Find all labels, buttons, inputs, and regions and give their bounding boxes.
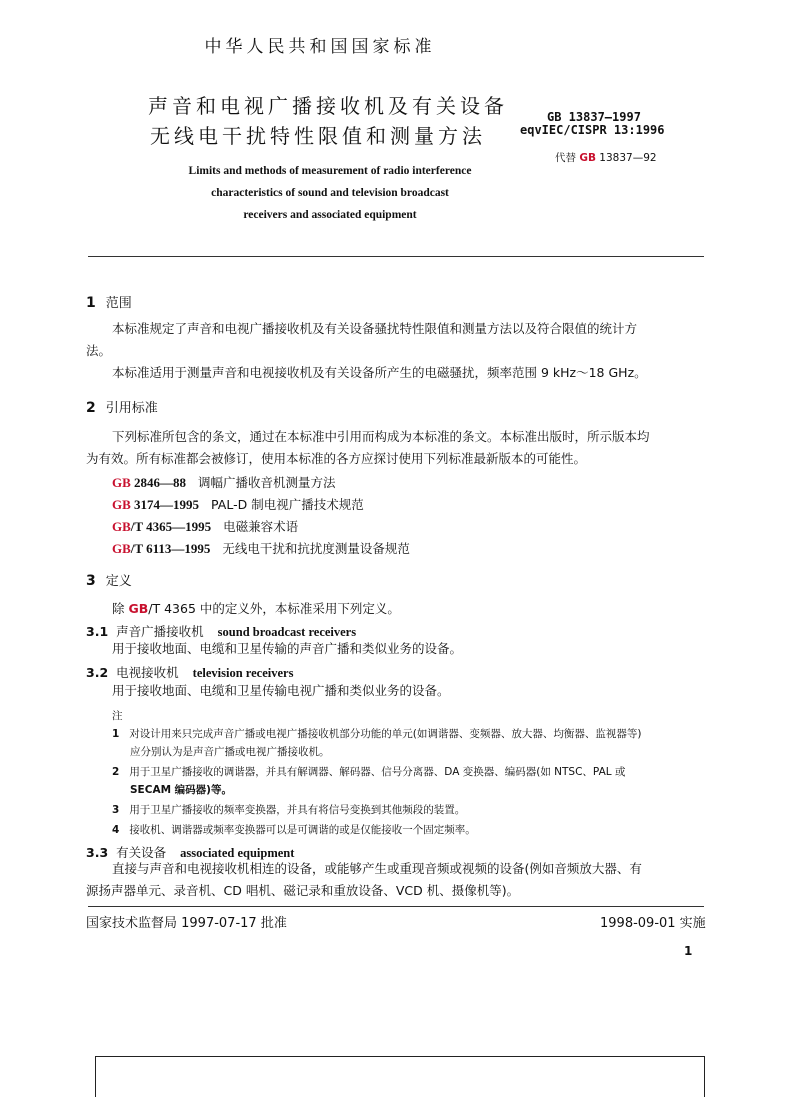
section-1-para-1-line-1: 本标准规定了声音和电视广播接收机及有关设备骚扰特性限值和测量方法以及符合限值的统计方 [112,321,638,336]
subsection-3-1-heading: 3.1 声音广播接收机 sound broadcast receivers [86,624,357,639]
header-divider [88,256,704,257]
section-2-para-line-1: 下列标准所包含的条文，通过在本标准中引用而构成为本标准的条文。本标准出版时，所示版本均 [112,429,650,444]
reference-item: GB 2846—88 调幅广播收音机测量方法 [112,475,336,490]
note-item-continuation: SECAM 编码器)等。 [130,784,232,796]
subsection-3-1-para: 用于接收地面、电缆和卫星传输的声音广播和类似业务的设备。 [112,641,463,656]
section-1-para-2: 本标准适用于测量声音和电视接收机及有关设备所产生的电磁骚扰，频率范围 9 kHz～18 GHz。 [112,365,647,380]
section-2-heading: 2 引用标准 [86,400,158,416]
reference-item: GB 3174—1995 PAL-D 制电视广播技术规范 [112,497,364,512]
note-item-continuation: 应分别认为是声音广播或电视广播接收机。 [130,746,330,758]
effective-date: 1998-09-01 实施 [600,916,706,931]
note-item: 3 用于卫星广播接收的频率变换器，并具有将信号变换到其他频段的装置。 [112,804,466,816]
reference-item: GB/T 6113—1995 无线电干扰和抗扰度测量设备规范 [112,541,410,556]
national-standard-label: 中华人民共和国国家标准 [204,37,436,57]
subsection-3-3-para-line-1: 直接与声音和电视接收机相连的设备，或能够产生或重现音频或视频的设备(例如音频放大器、有 [112,861,642,876]
footer-divider [88,906,704,907]
note-item: 1 对设计用来只完成声音广播或电视广播接收机部分功能的单元(如调谐器、变频器、放大器、均衡器、监视器等) [112,728,642,740]
section-3-para: 除 GB/T 4365 中的定义外，本标准采用下列定义。 [112,601,400,616]
section-2-para-line-2: 为有效。所有标准都会被修订，使用本标准的各方应探讨使用下列标准最新版本的可能性。 [86,451,587,466]
english-title-line-2: characteristics of sound and television broadcast [211,187,449,199]
subsection-3-2-para: 用于接收地面、电缆和卫星传输电视广播和类似业务的设备。 [112,683,450,698]
section-3-heading: 3 定义 [86,573,132,589]
note-item: 2 用于卫星广播接收的调谐器，并具有解调器、解码器、信号分离器、DA 变换器、编码器(如 NTSC、PAL 或 [112,766,626,778]
replaces-standard: 代替 GB 13837—92 [555,152,657,164]
section-1-para-1-line-2: 法。 [86,343,112,358]
english-title-line-1: Limits and methods of measurement of radio interference [188,165,472,177]
subsection-3-3-para-line-2: 源扬声器单元、录音机、CD 唱机、磁记录和重放设备、VCD 机、摄像机等)。 [86,883,520,898]
note-label: 注 [112,710,123,722]
title-line-2: 无线电干扰特性限值和测量方法 [150,124,486,148]
note-item: 4 接收机、调谐器或频率变换器可以是可调谐的或是仅能接收一个固定频率。 [112,824,476,836]
subsection-3-3-heading: 3.3 有关设备 associated equipment [86,845,295,860]
reference-item: GB/T 4365—1995 电磁兼容术语 [112,519,299,534]
next-page-frame [95,1056,705,1097]
section-1-heading: 1 范围 [86,295,132,311]
subsection-3-2-heading: 3.2 电视接收机 television receivers [86,665,294,680]
standard-code: GB 13837—1997 [547,110,641,124]
english-title-line-3: receivers and associated equipment [243,209,417,221]
title-line-1: 声音和电视广播接收机及有关设备 [148,94,508,118]
approval-date: 国家技术监督局 1997-07-17 批准 [86,916,287,931]
page-number: 1 [684,944,693,958]
equivalent-standard: eqvIEC/CISPR 13:1996 [520,123,665,137]
